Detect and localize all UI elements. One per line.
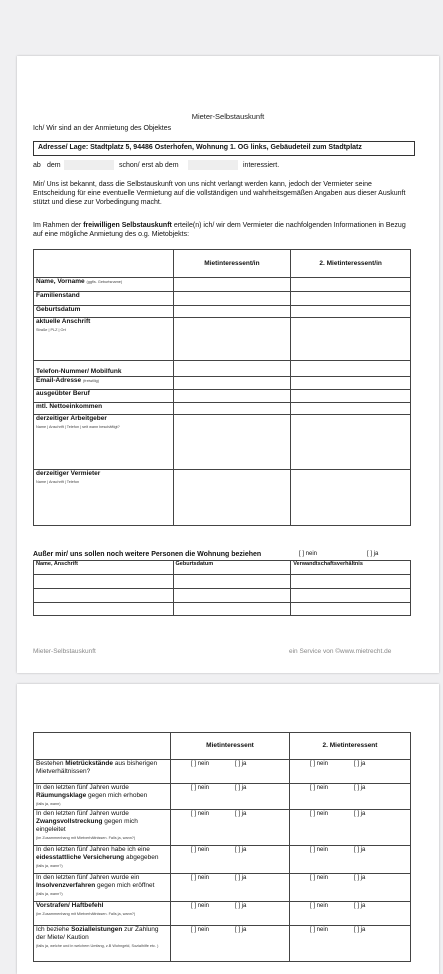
nein-checkbox[interactable]: [ ] nein (310, 761, 329, 767)
nein-checkbox[interactable]: [ ] nein (310, 875, 329, 881)
ja-checkbox[interactable]: [ ] ja (235, 847, 247, 853)
others-col-birthdate: Geburtsdatum (173, 561, 291, 575)
table-row (34, 575, 411, 589)
input-cell[interactable] (291, 318, 411, 361)
table-row: In den letzten fünf Jahren habe ich eine eidesstattliche Versicherung abgegeben (falls ja, wann?) [ ] nein [ ] ja [ ] nein [ ] ja (34, 846, 411, 874)
nein-checkbox[interactable]: [ ] nein (191, 927, 210, 933)
input-cell[interactable] (291, 292, 411, 306)
table-row: Email-Adresse (freiwillig) (34, 377, 411, 390)
nein-checkbox[interactable]: [ ] nein (191, 875, 210, 881)
document-page-2 (17, 684, 439, 974)
nein-checkbox[interactable]: [ ] nein (310, 847, 329, 853)
ja-checkbox[interactable]: [ ] ja (235, 875, 247, 881)
input-cell[interactable] (173, 390, 291, 403)
page-title: Mieter-Selbstauskunft (191, 112, 265, 121)
input-cell[interactable] (173, 377, 291, 390)
ja-checkbox[interactable]: [ ] ja (354, 761, 366, 767)
date-label-ab: ab (33, 162, 41, 169)
ja-checkbox[interactable]: [ ] ja (235, 811, 247, 817)
date-label-dem: dem (47, 162, 61, 169)
address-box: Adresse/ Lage: Stadtplatz 5, 94486 Osterhofen, Wohnung 1. OG links, Gebäudeteil zum Stadtplatz (33, 141, 415, 156)
input-cell[interactable] (173, 318, 291, 361)
table-row (34, 589, 411, 603)
input-cell[interactable] (173, 292, 291, 306)
table-row: derzeitiger Vermieter Name | Anschrift | Telefon (34, 470, 411, 526)
table-row: Telefon-Nummer/ Mobilfunk (34, 361, 411, 377)
date-field-2[interactable] (188, 160, 238, 170)
column-header-1: Mietinteressent (171, 733, 290, 760)
others-table (33, 560, 411, 616)
input-cell[interactable] (291, 390, 411, 403)
column-header-1: Mietinteressent/in (173, 250, 291, 278)
table-row: Geburtsdatum (34, 306, 411, 318)
input-cell[interactable] (291, 278, 411, 292)
nein-checkbox[interactable]: [ ] nein (310, 903, 329, 909)
input-cell[interactable] (173, 470, 291, 526)
footer-left: Mieter-Selbstauskunft (33, 648, 96, 655)
input-cell[interactable] (173, 306, 291, 318)
others-col-relation: Verwandtschaftsverhältnis (291, 561, 411, 575)
column-header-2: 2. Mietinteressent/in (291, 250, 411, 278)
input-cell[interactable] (173, 278, 291, 292)
input-cell[interactable] (291, 415, 411, 470)
nein-checkbox[interactable]: [ ] nein (191, 761, 210, 767)
input-cell[interactable] (291, 403, 411, 415)
others-question: Außer mir/ uns sollen noch weitere Personen die Wohnung beziehen (33, 551, 262, 558)
ja-checkbox[interactable]: [ ] ja (235, 785, 247, 791)
table-row (34, 603, 411, 616)
table-row: derzeitiger Arbeitgeber Name | Anschrift | Telefon | seit wann beschäftigt? (34, 415, 411, 470)
ja-checkbox[interactable]: [ ] ja (354, 875, 366, 881)
ja-checkbox[interactable]: [ ] ja (354, 811, 366, 817)
questionnaire-table (33, 732, 411, 962)
nein-checkbox[interactable]: [ ] nein (191, 847, 210, 853)
date-field-1[interactable] (64, 160, 114, 170)
nein-checkbox[interactable]: [ ] nein (310, 811, 329, 817)
input-cell[interactable] (291, 361, 411, 377)
input-cell[interactable] (173, 361, 291, 377)
table-row: Ich beziehe Sozialleistungen zur Zahlung der Miete/ Kaution (falls ja, welche und in welchem Umfang, z.B Wohngeld, Sozialhilfe etc. ) [ ] nein [ ] ja [ ] nein [ ] ja (34, 926, 411, 962)
applicant-table (33, 249, 411, 526)
intro-text: Ich/ Wir sind an der Anmietung des Objektes (33, 125, 172, 132)
ja-checkbox[interactable]: [ ] ja (235, 903, 247, 909)
ja-checkbox[interactable]: [ ] ja (354, 903, 366, 909)
footer-right: ein Service von ©www.mietrecht.de (289, 648, 392, 655)
ja-checkbox[interactable]: [ ] ja (354, 785, 366, 791)
input-cell[interactable] (291, 306, 411, 318)
others-col-name: Name, Anschrift (34, 561, 174, 575)
table-row: Familienstand (34, 292, 411, 306)
table-row: Bestehen Mietrückstände aus bisherigen Mietverhältnissen? [ ] nein [ ] ja [ ] nein [ ] ja (34, 760, 411, 784)
others-no-checkbox[interactable]: [ ] nein (299, 551, 318, 557)
input-cell[interactable] (173, 403, 291, 415)
ja-checkbox[interactable]: [ ] ja (235, 761, 247, 767)
nein-checkbox[interactable]: [ ] nein (310, 927, 329, 933)
input-cell[interactable] (173, 415, 291, 470)
date-label-interest: interessiert. (243, 162, 280, 169)
paragraph-notice: Mir/ Uns ist bekannt, dass die Selbstauskunft von uns nicht verlangt werden kann, jedoch der Vermieter seine Entscheidung für eine eventuelle Vermietung auf die vollständigen und wahrheitsgemäßen Angaben aus dieser Auskunft stützt und diese zur Vorbedingung macht. (33, 181, 406, 206)
table-row: Name, Vorname (ggfls. Geburtsname) (34, 278, 411, 292)
table-row: aktuelle Anschrift Straße | PLZ | Ort (34, 318, 411, 361)
date-label-schon: schon/ erst ab dem (119, 162, 179, 169)
table-row: In den letzten fünf Jahren wurde Zwangsvollstreckung gegen mich eingeleitet (im Zusammenhang mit Mietverhältnissen. Falls ja, wann?) [ ] nein [ ] ja [ ] nein [ ] ja (34, 810, 411, 846)
table-row: mtl. Nettoeinkommen (34, 403, 411, 415)
ja-checkbox[interactable]: [ ] ja (354, 847, 366, 853)
paragraph-voluntary: Im Rahmen der freiwilligen Selbstauskunft erteile(n) ich/ wir dem Vermieter die nachfolgenden Informationen in Bezug auf eine mögliche Anmietung des o.g. Mietobjekts: (33, 222, 406, 238)
ja-checkbox[interactable]: [ ] ja (354, 927, 366, 933)
nein-checkbox[interactable]: [ ] nein (310, 785, 329, 791)
nein-checkbox[interactable]: [ ] nein (191, 785, 210, 791)
column-header-2: 2. Mietinteressent (290, 733, 411, 760)
nein-checkbox[interactable]: [ ] nein (191, 811, 210, 817)
nein-checkbox[interactable]: [ ] nein (191, 903, 210, 909)
others-yes-checkbox[interactable]: [ ] ja (367, 551, 379, 557)
table-row: ausgeübter Beruf (34, 390, 411, 403)
document-page-1 (17, 56, 439, 673)
table-row: In den letzten fünf Jahren wurde ein Insolvenzverfahren gegen mich eröffnet (falls ja, wann?) [ ] nein [ ] ja [ ] nein [ ] ja (34, 874, 411, 902)
table-row: In den letzten fünf Jahren wurde Räumungsklage gegen mich erhoben (falls ja, wann) [ ] nein [ ] ja [ ] nein [ ] ja (34, 784, 411, 810)
input-cell[interactable] (291, 377, 411, 390)
ja-checkbox[interactable]: [ ] ja (235, 927, 247, 933)
table-row: Vorstrafen/ Haftbefehl (im Zusammenhang mit Mietverhältnissen. Falls ja, wann?) [ ] nein [ ] ja [ ] nein [ ] ja (34, 902, 411, 926)
input-cell[interactable] (291, 470, 411, 526)
